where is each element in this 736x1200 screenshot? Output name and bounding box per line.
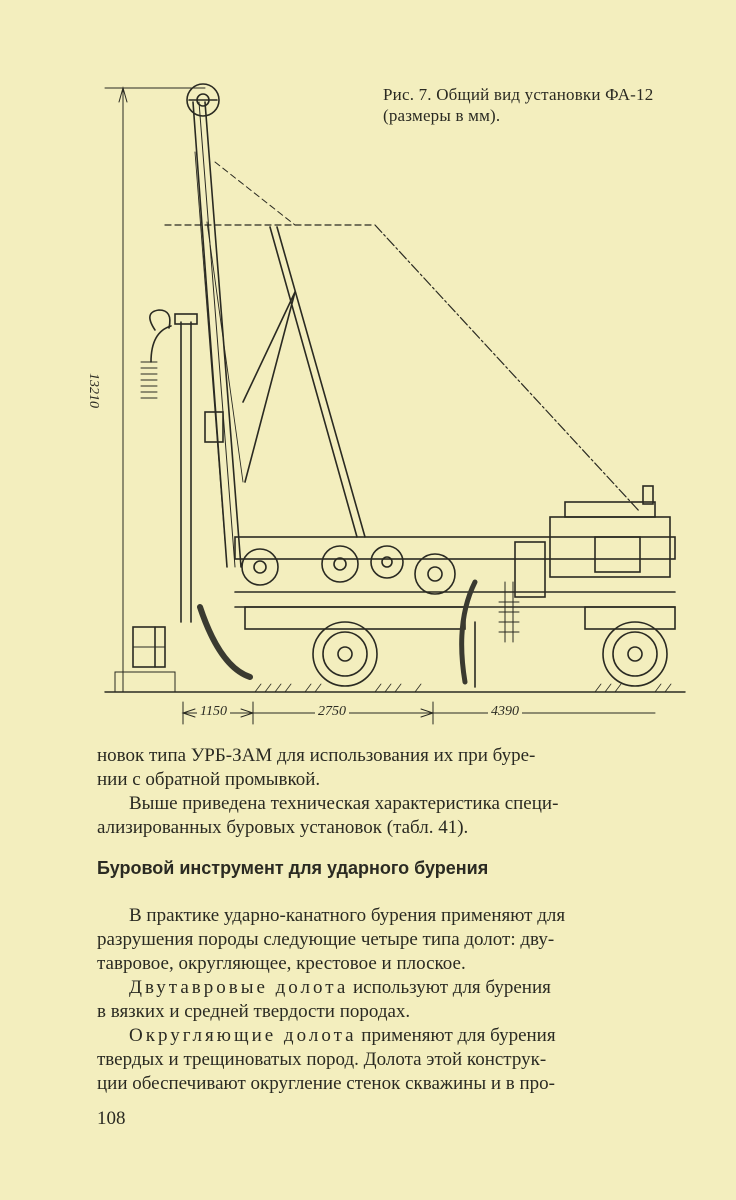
text-line bbox=[97, 976, 707, 1000]
dimension-height-label: 13210 bbox=[85, 370, 101, 411]
dimension-label-1: 1150 bbox=[197, 704, 230, 720]
dimension-label-3: 4390 bbox=[488, 704, 522, 720]
section-heading: Буровой инструмент для ударного бурения bbox=[97, 858, 489, 878]
paragraph-4 bbox=[97, 976, 707, 1024]
dimension-label-2: 2750 bbox=[315, 704, 349, 720]
paragraph-5 bbox=[97, 1024, 707, 1096]
text-line: ализированных буровых установок (табл. 41). bbox=[97, 817, 469, 838]
text-line: Выше приведена техническая характеристика специ- bbox=[129, 793, 559, 814]
text-line: твердых и трещиноватых пород. Долота этой конструк- bbox=[97, 1049, 547, 1070]
text-line: в вязких и средней твердости породах. bbox=[97, 1001, 411, 1022]
text-line: В практике ударно-канатного бурения применяют для bbox=[129, 905, 566, 926]
paragraph-1 bbox=[97, 744, 707, 792]
text-span: используют для бурения bbox=[348, 977, 551, 998]
text-line: тавровое, округляющее, крестовое и плоское. bbox=[97, 953, 466, 974]
drilling-rig-drawing bbox=[95, 62, 695, 732]
term-okruglyayushchie: Округляющие долота bbox=[129, 1025, 357, 1046]
text-line bbox=[97, 1024, 707, 1048]
figure-caption bbox=[383, 84, 713, 126]
text-line: новок типа УРБ-ЗАМ для использования их при буре- bbox=[97, 745, 536, 766]
text-line: ции обеспечивают округление стенок скважины и в про- bbox=[97, 1073, 556, 1094]
paragraph-3 bbox=[97, 904, 707, 976]
page-number: 108 bbox=[97, 1108, 126, 1129]
text-line: нии с обратной промывкой. bbox=[97, 769, 321, 790]
caption-line: (размеры в мм). bbox=[383, 106, 501, 125]
term-dvutavrovye: Двутавровые долота bbox=[129, 977, 349, 998]
paragraph-2 bbox=[97, 792, 707, 840]
text-span: применяют для бурения bbox=[356, 1025, 556, 1046]
caption-line: Рис. 7. Общий вид установки ФА-12 bbox=[383, 85, 654, 104]
text-line: разрушения породы следующие четыре типа долот: дву- bbox=[97, 929, 555, 950]
